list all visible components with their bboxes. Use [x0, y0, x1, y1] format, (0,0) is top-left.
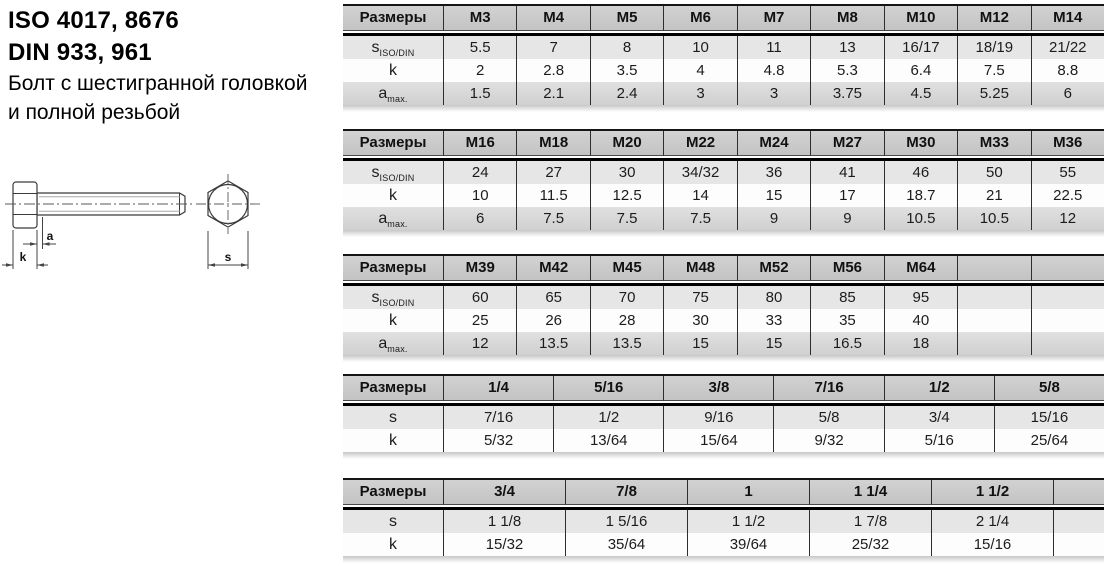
col-header: 7/16 [773, 376, 883, 401]
standard-din: DIN 933, 961 [8, 39, 152, 66]
row-label: $s_{ISO/DIN}$ [343, 36, 443, 59]
table-cell: 55 [1031, 161, 1104, 184]
table-cell: 9 [737, 207, 810, 230]
table-cell: 5.3 [810, 59, 883, 82]
table-cell: 46 [884, 161, 957, 184]
col-header: M5 [590, 6, 663, 31]
table-cell: 35 [810, 309, 883, 332]
table-cell: 65 [516, 286, 589, 309]
col-header: 1 1/4 [809, 480, 931, 505]
dim-label-k: k [19, 250, 27, 264]
table-cell: 36 [737, 161, 810, 184]
arrow-k-right [37, 263, 44, 267]
table-cell: 25/32 [809, 533, 931, 556]
product-name-line1: Болт с шестигранной головкой [8, 72, 308, 95]
col-header: M20 [590, 131, 663, 156]
table-cell: 27 [516, 161, 589, 184]
table-cell: 28 [590, 309, 663, 332]
product-name-line2: и полной резьбой [8, 101, 181, 124]
table-cell: 3.75 [810, 82, 883, 105]
table-cell: 22.5 [1031, 184, 1104, 207]
col-header: M18 [516, 131, 589, 156]
col-header: M64 [884, 256, 957, 281]
table-cell: 40 [884, 309, 957, 332]
row-label: s [343, 406, 443, 429]
table-cell: 11 [737, 36, 810, 59]
table-cell [957, 332, 1030, 355]
table-cell: 15/64 [663, 429, 773, 452]
col-header: M27 [810, 131, 883, 156]
col-header [1053, 480, 1104, 505]
table-cell: 13 [810, 36, 883, 59]
dim-label-a: a [46, 229, 54, 243]
table-cell: 7.5 [516, 207, 589, 230]
table-cell: 30 [663, 309, 736, 332]
bolt-technical-drawing [0, 165, 300, 305]
table-cell [957, 309, 1030, 332]
table-cell: 13.5 [516, 332, 589, 355]
col-header: M52 [737, 256, 810, 281]
table-cell: 15 [737, 332, 810, 355]
table-cell: 1 1/2 [687, 510, 809, 533]
row-label: $a_{max.}$ [343, 82, 443, 105]
table-cell: 1.5 [443, 82, 516, 105]
table-cell: 33 [737, 309, 810, 332]
table-cell: 7/16 [443, 406, 553, 429]
col-header: M45 [590, 256, 663, 281]
table-cell: 15/16 [994, 406, 1104, 429]
table-cell: 13.5 [590, 332, 663, 355]
table-cell: 41 [810, 161, 883, 184]
table-inch-large [343, 478, 1104, 556]
table-cell [957, 286, 1030, 309]
table-cell: 35/64 [565, 533, 687, 556]
row-label: $a_{max.}$ [343, 332, 443, 355]
table-cell: 4.8 [737, 59, 810, 82]
table-inch-small [343, 374, 1104, 452]
table-cell: 5.25 [957, 82, 1030, 105]
row-label: s [343, 510, 443, 533]
arrow-s-right [241, 263, 248, 267]
table-cell: 12 [443, 332, 516, 355]
table-cell: 1 1/8 [443, 510, 565, 533]
table-metric-m16-m36 [343, 129, 1104, 230]
table-cell: 7.5 [957, 59, 1030, 82]
table-cell [1031, 286, 1104, 309]
table-cell: 50 [957, 161, 1030, 184]
table-cell: 7.5 [663, 207, 736, 230]
table-cell: 2 1/4 [931, 510, 1053, 533]
table-cell: 21 [957, 184, 1030, 207]
col-header: M42 [516, 256, 589, 281]
table-bottom-fade [343, 230, 1104, 237]
col-header: 1/2 [884, 376, 994, 401]
table-corner-header: Размеры [343, 480, 443, 505]
col-header: M3 [443, 6, 516, 31]
row-label: k [343, 59, 443, 82]
table-cell: 6 [1031, 82, 1104, 105]
row-label: k [343, 184, 443, 207]
table-cell: 2.8 [516, 59, 589, 82]
row-label: k [343, 309, 443, 332]
col-header: M12 [957, 6, 1030, 31]
table-cell: 24 [443, 161, 516, 184]
table-cell: 12.5 [590, 184, 663, 207]
table-cell: 12 [1031, 207, 1104, 230]
table-metric-m39-m64 [343, 254, 1104, 355]
col-header: M56 [810, 256, 883, 281]
table-cell: 6 [443, 207, 516, 230]
table-cell: 9/16 [663, 406, 773, 429]
table-corner-header: Размеры [343, 131, 443, 156]
table-cell: 16.5 [810, 332, 883, 355]
table-cell: 15/32 [443, 533, 565, 556]
table-cell: 25 [443, 309, 516, 332]
bolt-head-side [13, 182, 37, 228]
table-cell: 6.4 [884, 59, 957, 82]
table-cell: 2.4 [590, 82, 663, 105]
table-cell: 10 [663, 36, 736, 59]
table-cell [1053, 510, 1104, 533]
col-header: 1 1/2 [931, 480, 1053, 505]
table-cell: 2 [443, 59, 516, 82]
arrow-k-left [6, 263, 13, 267]
table-cell: 11.5 [516, 184, 589, 207]
table-cell: 3/4 [884, 406, 994, 429]
table-cell: 5/32 [443, 429, 553, 452]
table-cell: 16/17 [884, 36, 957, 59]
table-cell: 1 7/8 [809, 510, 931, 533]
table-cell: 5.5 [443, 36, 516, 59]
table-cell [1031, 332, 1104, 355]
table-cell: 7.5 [590, 207, 663, 230]
table-cell: 4.5 [884, 82, 957, 105]
table-metric-m3-m14 [343, 4, 1104, 105]
col-header: M6 [663, 6, 736, 31]
col-header: M24 [737, 131, 810, 156]
col-header [957, 256, 1030, 281]
col-header [1031, 256, 1104, 281]
table-cell: 60 [443, 286, 516, 309]
arrow-s-left [208, 263, 215, 267]
table-cell: 30 [590, 161, 663, 184]
table-cell: 3.5 [590, 59, 663, 82]
bolt-side-view [5, 182, 195, 228]
table-cell: 13/64 [553, 429, 663, 452]
arrow-a-left [30, 242, 37, 246]
table-cell: 26 [516, 309, 589, 332]
table-cell: 8 [590, 36, 663, 59]
table-cell: 34/32 [663, 161, 736, 184]
table-cell: 95 [884, 286, 957, 309]
table-cell [1053, 533, 1104, 556]
table-cell: 7 [516, 36, 589, 59]
table-cell: 25/64 [994, 429, 1104, 452]
table-bottom-fade [343, 105, 1104, 112]
col-header: M48 [663, 256, 736, 281]
table-cell: 15/16 [931, 533, 1053, 556]
table-cell: 5/8 [773, 406, 883, 429]
table-cell: 18.7 [884, 184, 957, 207]
table-cell: 14 [663, 184, 736, 207]
col-header: M4 [516, 6, 589, 31]
table-cell: 18 [884, 332, 957, 355]
table-bottom-fade [343, 452, 1104, 459]
table-cell: 75 [663, 286, 736, 309]
table-corner-header: Размеры [343, 256, 443, 281]
table-cell: 8.8 [1031, 59, 1104, 82]
col-header: M10 [884, 6, 957, 31]
table-cell: 5/16 [884, 429, 994, 452]
title-block [8, 5, 307, 127]
row-label: k [343, 533, 443, 556]
table-corner-header: Размеры [343, 6, 443, 31]
table-cell: 85 [810, 286, 883, 309]
table-cell: 9/32 [773, 429, 883, 452]
row-label: $s_{ISO/DIN}$ [343, 286, 443, 309]
table-cell: 15 [737, 184, 810, 207]
row-label: $s_{ISO/DIN}$ [343, 161, 443, 184]
row-label: k [343, 429, 443, 452]
table-cell: 10 [443, 184, 516, 207]
table-cell: 15 [663, 332, 736, 355]
col-header: 5/16 [553, 376, 663, 401]
col-header: M36 [1031, 131, 1104, 156]
table-cell: 1/2 [553, 406, 663, 429]
col-header: M22 [663, 131, 736, 156]
table-cell: 3 [737, 82, 810, 105]
table-bottom-fade [343, 556, 1104, 563]
table-cell [1031, 309, 1104, 332]
col-header: 3/8 [663, 376, 773, 401]
table-cell: 9 [810, 207, 883, 230]
standard-iso: ISO 4017, 8676 [8, 7, 179, 34]
col-header: 1/4 [443, 376, 553, 401]
dim-label-s: s [224, 250, 232, 264]
table-cell: 80 [737, 286, 810, 309]
table-cell: 10.5 [957, 207, 1030, 230]
table-cell: 2.1 [516, 82, 589, 105]
col-header: M39 [443, 256, 516, 281]
table-cell: 3 [663, 82, 736, 105]
table-cell: 1 5/16 [565, 510, 687, 533]
col-header: M14 [1031, 6, 1104, 31]
table-cell: 17 [810, 184, 883, 207]
col-header: M7 [737, 6, 810, 31]
table-cell: 4 [663, 59, 736, 82]
col-header: 1 [687, 480, 809, 505]
col-header: M8 [810, 6, 883, 31]
table-cell: 10.5 [884, 207, 957, 230]
dimension-annotations [2, 217, 248, 269]
col-header: 3/4 [443, 480, 565, 505]
table-cell: 18/19 [957, 36, 1030, 59]
col-header: M30 [884, 131, 957, 156]
table-cell: 21/22 [1031, 36, 1104, 59]
bolt-end-view [196, 174, 260, 234]
table-cell: 70 [590, 286, 663, 309]
table-corner-header: Размеры [343, 376, 443, 401]
row-label: $a_{max.}$ [343, 207, 443, 230]
col-header: M33 [957, 131, 1030, 156]
col-header: 5/8 [994, 376, 1104, 401]
col-header: 7/8 [565, 480, 687, 505]
table-bottom-fade [343, 355, 1104, 362]
table-cell: 39/64 [687, 533, 809, 556]
col-header: M16 [443, 131, 516, 156]
